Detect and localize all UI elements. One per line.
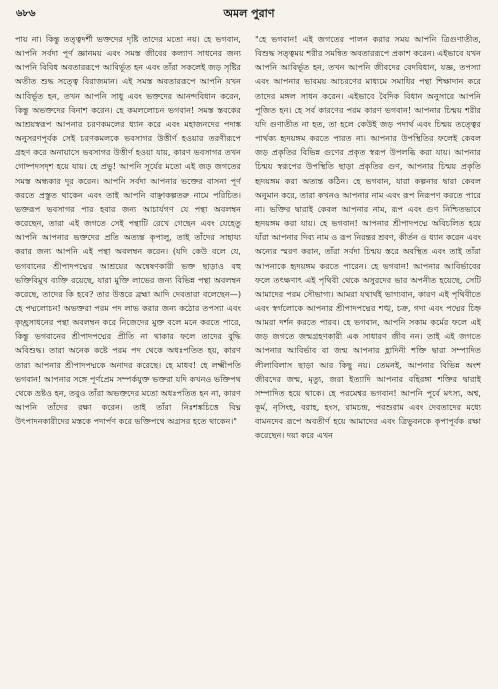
page-number: ৬৮৬ bbox=[16, 8, 36, 19]
left-column-text: পায় না। কিন্তু তত্ত্বদর্শী ভক্তদের দৃষ্টি তাদের মতো নয়। হে ভগবান, আপনি সর্বদা পূর্ণ জ্ঞানময় এবং সমস্ত জীবের কল্যাণ সাধনের জন্য আপনি বিবিধ অবতাররূপে আবির্ভূত হন এবং তাঁরা সকলেই জড় সৃষ্টির অতীত শুদ্ধ সত্ত্বে বিরাজমান। এই সমস্ত অবতাররূপে আপনি যখন আবির্ভূত হন, তখন আপনি সাধু এবং ভক্তদের আনন্দবিধান করেন, কিন্তু অভক্তদের বিনাশ করেন। হে কমললোচন ভগবান! সমস্ত স্তবকের আশ্রয়স্বরূপ আপনার চরণকমলের ধ্যান করে এবং মহাজনদের পদাঙ্ক অনুসরণপূর্বক সেই চরণকমলকে ভবসাগর উত্তীর্ণ হওয়ার তরণীরূপে গ্রহণ করে অনায়াসে ভবসাগর উত্তীর্ণ হওয়া যায়, কারণ ভবসাগর তখন গোষ্পদসদৃশ হয়ে যায়। হে প্রভু! আপনি সূর্যের মতো এই জড় জগতের সমস্ত অন্ধকার দূর করেন। আপনি সর্বদা আপনার ভক্তের বাসনা পূর্ণ করতে প্রস্তুত থাকেন এবং তাই আপনি বাঞ্ছাকল্পতরু নামে পরিচিত। ভক্তরূপ ভবসাগর পার হবার জন্য আচার্যগণ যে পন্থা অবলম্বন করেছেন, তারা এই জগতে সেই পন্থাটি রেখে গেছেন এবং যেহেতু আপনি আপনার ভক্তদের প্রতি অত্যন্ত কৃপালু, তাই তাঁদের সাহায্য করার জন্য আপনি এই পন্থা অবলম্বন করেন। (যদি কেউ বলে যে, ভগবানের শ্রীপাদপদ্মের আশ্রয়ের অন্বেষণকারী ভক্ত ছাড়াও বহু ভক্তিবিমুখ ব্যক্তি রয়েছে, যারা মুক্তি লাভের জন্য বিভিন্ন পন্থা অবলম্বন করেছে, তাদের কি হবে? তার উত্তরে ব্রহ্মা আদি দেবতারা বলেছেন—) হে পদ্মলোচন! অভক্তরা পরম পদ লাভ করার জন্য কঠোর তপস্যা এবং কৃচ্ছ্রসাধনের পন্থা অবলম্বন করে নিজেদের মুক্ত বলে মনে করতে পারে, কিন্তু ভগবানের শ্রীপাদপদ্মের প্রীতি না থাকার ফলে তাদের বুদ্ধি অবিশুদ্ধ। তারা অনেক কষ্টে পরম পদ থেকে অধঃপতিত হয়, কারণ তারা আপনার শ্রীপাদপদ্মকে অনাদর করেছে। হে মাধব! হে লক্ষ্মীপতি ভগবান! আপনার সঙ্গে পূর্ণপ্রেম সম্পর্কযুক্ত ভক্তরা যদি কখনও ভক্তিপথ থেকে ভ্রষ্টও হন, তবুও তাঁরা অভক্তদের মতো অধঃপতিত হন না, কারণ আপনি তাঁদের রক্ষা করেন। তাই তাঁরা নিঃশঙ্কচিত্তে বিঘ্ন উৎপাদনকারীদের মস্তকে পদার্পণ করে ভক্তিপথে অগ্রসর হতে থাকেন।" bbox=[15, 34, 241, 427]
running-title: অমল পুরাণ bbox=[223, 7, 275, 20]
page-header bbox=[0, 4, 498, 22]
right-column bbox=[255, 32, 481, 680]
right-column-text: "হে ভগবান! এই জগতের পালন করার সময় আপনি ত্রিগুণাতীত, বিশুদ্ধ সত্ত্বময় শরীর সমন্বিত অবতাররূপে প্রকাশ করেন। এইভাবে যখন আপনি আবির্ভূত হন, তখন আপনি জীবদের বেদবিধান, যজ্ঞ, তপস্যা এবং আপনার ভাবময় আচরণের মাধ্যমে সমাধির পন্থা শিক্ষাদান করে তাদের মঙ্গল সাধন করেন। এইভাবে বৈদিক বিধান অনুসারে আপনি পূজিত হন। হে সর্ব কারণের পরম কারণ ভগবান! আপনার চিন্ময় শরীর যদি গুণাতীত না হত, তা হলে কেউই জড় পদার্থ এবং চিন্ময় তত্ত্বের পার্থক্য হৃদয়ঙ্গম করতে পারত না। আপনার উপস্থিতির ফলেই কেবল জড় প্রকৃতির বিভিন্ন গুণের প্রকৃত স্বরূপ উপলব্ধি করা যায়। আপনার চিন্ময় স্বরূপের উপস্থিতি ছাড়া প্রকৃতির গুণ, আপনার চিন্ময় প্রকৃতি হৃদয়ঙ্গম করা অত্যন্ত কঠিন। হে ভগবান, যারা কল্পনার দ্বারা কেবল অনুমান করে, তারা কখনও আপনার নাম এবং রূপ নিরূপণ করতে পারে না। ভক্তির দ্বারাই কেবল আপনার নাম, রূপ এবং গুণ নিশ্চিতভাবে হৃদয়ঙ্গম করা যায়। হে ভগবান! আপনার শ্রীপাদপদ্মে অবিচলিত হয়ে যাঁরা আপনার দিব্য নাম ও রূপ নিরন্তর শ্রবণ, কীর্তন ও ধ্যান করেন এবং অন্যের স্মরণ করান, তাঁরা সর্বদা চিন্ময় স্তরে অবস্থিত এবং তাই তাঁরা আপনাকে হৃদয়ঙ্গম করতে পারেন। হে ভগবান! আপনার আবির্ভাবের ফলে তৎক্ষণাৎ এই পৃথিবী থেকে অসুরদের ভার অপনীত হয়েছে, সেটি আমাদের পরম সৌভাগ্য। আমরা যথার্থই ভাগ্যবান, কারণ এই পৃথিবীতে এবং স্বর্গলোকে আপনার শ্রীপাদপদ্মের শঙ্খ, চক্র, গদা এবং পদ্মের চিহ্ন আমরা দর্শন করতে পারব। হে ভগবান, আপনি সকাম কর্মের ফলে এই জড় জগতে জন্মগ্রহণকারী এক সাধারণ জীব নন। তাই এই জগতে আপনার আবির্ভাব বা জন্ম আপনার হ্লাদিনী শক্তি দ্বারা সম্পাদিত লীলাবিলাস ছাড়া আর কিছু নয়। তেমনই, আপনার বিভিন্ন অংশ জীবদের জন্ম, মৃত্যু, জরা ইত্যাদি আপনার বহিরঙ্গা শক্তির দ্বারাই সম্পাদিত হয়ে থাকে। হে পরমেশ্বর ভগবান! আপনি পূর্বে মৎস্য, অশ্ব, কূর্ম, নৃসিংহ, বরাহ, হংস, রামচন্দ্র, পরশুরাম এবং দেবতাদের মধ্যে বামনদেব রূপে অবতীর্ণ হয়ে আমাদের এবং ত্রিভুবনকে কৃপাপূর্বক রক্ষা করেছেন। দয়া করে এখন bbox=[255, 34, 481, 441]
left-column bbox=[15, 32, 241, 680]
